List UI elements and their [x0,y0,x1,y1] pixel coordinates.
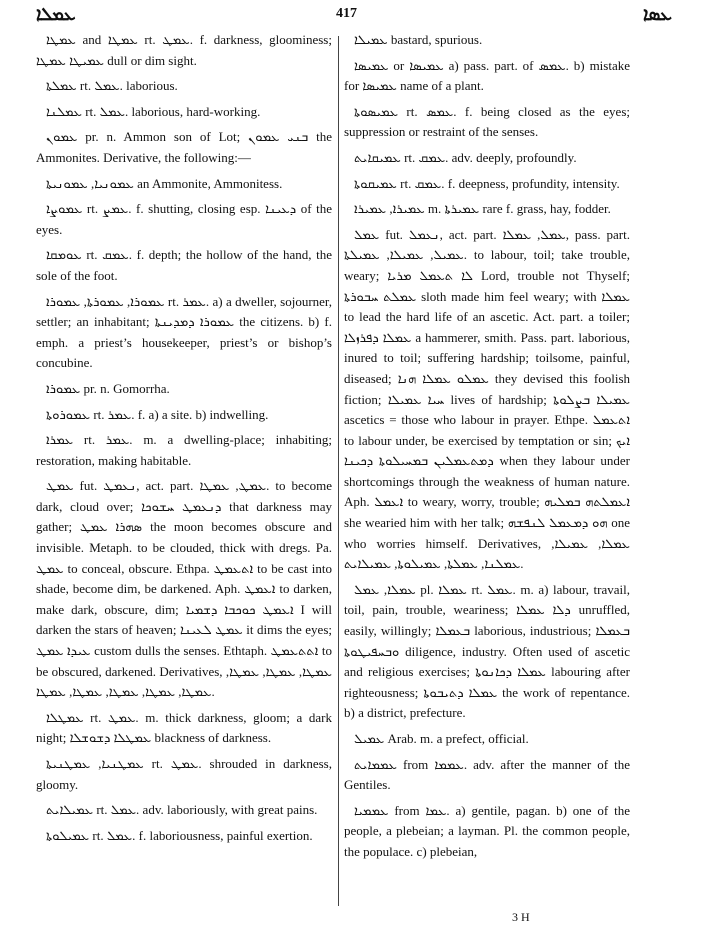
entry: ܥܡܝܣܐ or ܥܡܝܣܐ a) pass. part. of ܥܡܣ. b) mistake for ܥܡܝܣܐ name of a plant. [344,57,630,94]
entry: ܥܡܠܢܐ rt. ܥܡܠ. laborious, hard-working. [46,103,261,119]
entry: ܥܡܝܪܐ, ܥܡܝܪܐ m. ܥܡܝܪܬܐ rare f. grass, hay, fodder. [354,201,611,217]
column-divider [338,36,339,906]
entry: ܥܡܝܠ Arab. m. a prefect, official. [354,731,529,746]
left-column [36,30,332,851]
running-header [36,4,672,28]
running-head-left: ܥܡܠܐ [36,4,76,24]
entry: ܥܡܘܨܐ rt. ܥܡܨ. f. shutting, closing esp. ܕܥܝܢܐ of the eyes. [36,201,332,237]
running-head-right: ܥܣܐ [643,4,672,24]
entry: ܥܡܘܪܘܬܐ rt. ܥܡܪ. f. a) a site. b) indwelling. [46,406,269,422]
entry: ܥܡܝܠܐ bastard, spurious. [354,32,483,47]
entry: ܥܡܘܪܐ pr. n. Gomorrha. [46,380,170,396]
entry: ܥܡܠ fut. ܢܥܡܠ, act. part. ܥܡܠ, ܥܡܠܐ, pass. part. ܥܡܝܠ, ܥܡܝܠܐ, ܥܡܝܠܬܐ. to labour, toil; take trouble, weary; ܠܐ ܬܥܡܠ ܡܪܝܐ Lord, trouble not Thyself; ܥܡܠܬ ܚܒܘܪܬܐ sloth made him feel weary; with ܥܡܠܐ to lead the hard life of an ascetic. Act. part. a toiler; ܥܡܠܐ ܕܦܪܙܠܐ a hammerer, smith. Pass. part. laborious, inured to toil; suffering hardship; toilsome, painful, diseased; ܥܡܠܘ ܥܡܠܐ ܗܢܐ they devised this foolish fiction; ܚܝܐ ܥܡܝܠܐ lives of hardship; ܥܡܝܠܐ ܒܨܠܘܬܐ ascetics = those who labour in prayer. Ethpe. ܐܬܥܡܠ to labour under, be exercised by temptation or sin; ܐܝܟ ܕܡܬܥܡܠܝܢ ܒܡܚܝܠܘܬܐ ܕܟܝܢܐ when they labour under shortcomings through the weakness of human nature. Aph. ܐܥܡܠ to weary, worry, trouble; ܐܥܡܠܬܗ ܒܡܠܝܗ she wearied him with her talk; ܗܘ ܕܡܥܡܠ ܠܢܦܫܗ one who worries himself. Derivatives, ܥܡܠܐ, ܥܡܝܠܐ, ܥܡܠܢܐ, ܥܡܠܬܐ, ܥܡܝܠܘܬܐ, ܥܡܝܠܐܝܬ. [344,226,631,572]
entry: ܥܡܠܬܐ rt. ܥܡܠ. laborious. [46,78,178,94]
entry: ܥܡܛܢܝܐ, ܥܡܛܢܝܬܐ rt. ܥܡܛ. shrouded in darkness, gloomy. [36,756,332,792]
page-number: 417 [336,6,357,21]
entry: ܥܡܝܩܐܝܬ rt. ܥܡܩ. adv. deeply, profoundly. [354,149,577,165]
entry: ܥܡܘܢܝܐ, ܥܡܘܢܝܬܐ an Ammonite, Ammonitess. [46,175,283,191]
entry: ܥܡܪܐ rt. ܥܡܪ. m. a dwelling-place; inhabiting; restoration, making habitable. [36,432,332,468]
entry: ܥܡܘܢ pr. n. Ammon son of Lot; ܒܢܝ ܥܡܘܢ the Ammonites. Derivative, the following:— [36,129,333,165]
entry: ܥܡܘܪܐ, ܥܡܘܪܬܐ, ܥܡܘܪܐ rt. ܥܡܪ. a) a dweller, sojourner, settler; an inhabitant; ܥܡܘܪܐ ܕܡܕܝܢܬܐ the citizens. b) f. emph. a priest’s housekeeper, priest’s or bishop’s concubine. [36,293,333,371]
entry: ܥܡܝܣܘܬܐ rt. ܥܡܣ. f. being closed as the eyes; suppression or restraint of the senses. [344,103,630,140]
entry: ܥܡܛܠܐ rt. ܥܡܛ. m. thick darkness, gloom; a dark night; ܥܡܛܠܐ ܕܫܘܫܠܐ blackness of darkness. [36,709,332,746]
entry: ܥܡܝܠܐܝܬ rt. ܥܡܠ. adv. laboriously, with great pains. [46,802,318,818]
entry: ܥܡܡܐܝܬ from ܥܡܡܐ. adv. after the manner of the Gentiles. [344,756,630,793]
signature-mark: 3 H [512,910,530,924]
entry: ܥܡܛ fut. ܢܥܡܛ, act. part. ܥܡܛ, ܥܡܛܐ. to become dark, cloud over; ܕܢܥܡܛ ܚܫܘܟܐ that darkness may gather; ܣܗܪܐ ܥܡܛ the moon becomes obscure and invisible. Metaph. to be clouded, thick with dregs. Pa. ܥܡܛ to conceal, obscure. Ethpa. ܐܬܥܡܛ to be cast into shade, become dim, be darkened. Aph. ܐܥܡܛ to darken, make dark, obscure, dim; ܐܥܡܛ ܟܘܟܒܐ ܕܫܡܝܐ I will darken the stars of heaven; ܥܡܛ ܠܥܝܢܐ it dims the eyes; ܥܝܕܐ ܥܡܛ custom dulls the senses. Ethtaph. ܐܬܬܥܡܛ to be obscured, darkened. Derivatives, ܥܡܛܐ, ܥܡܛܐ, ܥܡܛܐ, ܥܡܛܐ, ܥܡܛܐ, ܥܡܛܐ, ܥܡܛܐ, ܥܡܛܐ. [36,478,333,700]
entry: ܥܡܝܠܘܬܐ rt. ܥܡܠ. f. laboriousness, painful exertion. [46,827,313,843]
entry: ܥܡܛܐ and ܥܡܛܐ rt. ܥܡܛ. f. darkness, gloominess; ܥܡܝܛܐ ܥܡܛܐ dull or dim sight. [36,32,332,68]
right-column [344,30,630,868]
entry: ܥܡܝܩܘܬܐ rt. ܥܡܩ. f. deepness, profundity, intensity. [354,175,620,191]
entry: ܥܡܡܝܐ from ܥܡܐ. a) gentile, pagan. b) one of the people, a plebeian; a layman. Pl. the common people, the populace. c) plebeian, [344,802,631,859]
entry: ܥܘܡܩܐ rt. ܥܡܩ. f. depth; the hollow of the hand, the sole of the foot. [36,247,332,283]
entry: ܥܡܠܐ, ܥܡܠ pl. ܥܡܠܐ rt. ܥܡܠ. m. a) labour, travail, toil, pain, trouble, weariness; ܕܠܐ ܥܡܠܐ unruffled, easily, willingly; ܒܥܡܠܐ laborious, industrious; ܒܥܡܠܐ ܘܒܚܦܝܛܘܬܐ diligence, industry. Often used of ascetic and religious exercises; ܥܡܠܐ ܕܟܐܢܘܬܐ labouring after righteousness; ܥܡܠܐ ܕܬܝܒܘܬܐ the work of repentance. b) a district, prefecture. [344,581,631,721]
